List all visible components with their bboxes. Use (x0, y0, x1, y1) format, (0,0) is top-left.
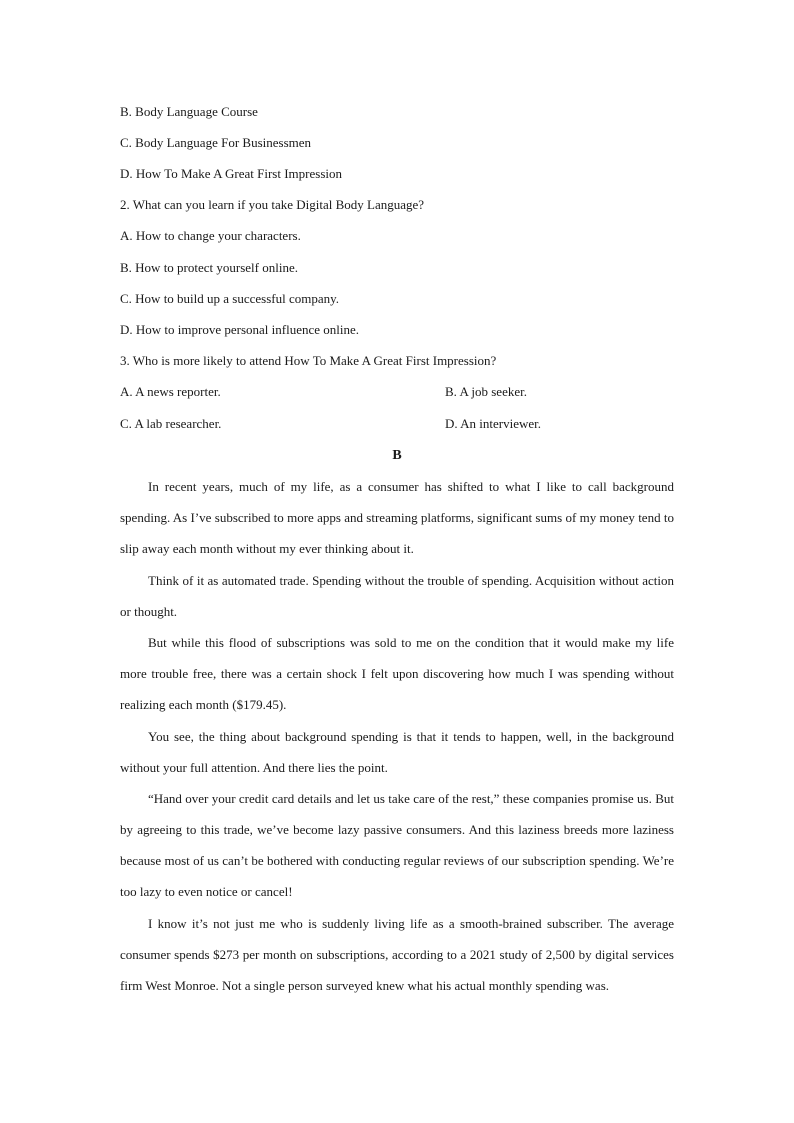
q3-option-d: D. An interviewer. (445, 416, 542, 431)
q3-option-b: B. A job seeker. (445, 384, 527, 399)
paragraph-6: I know it’s not just me who is suddenly living life as a smooth-brained subscriber. The average consumer spends $273 per month on subscriptions, according to a 2021 study of 2,500 by digital services firm West Monroe. Not a single person surveyed knew what his actual monthly spending was. (120, 916, 674, 993)
q1-option-d: D. How To Make A Great First Impression (120, 166, 342, 181)
q3-stem: 3. Who is more likely to attend How To Make A Great First Impression? (120, 353, 497, 368)
paragraph-3: But while this flood of subscriptions was sold to me on the condition that it would make my life more trouble free, there was a certain shock I felt upon discovering how much I was spending without realizing each month ($179.45). (120, 635, 674, 712)
q1-option-c: C. Body Language For Businessmen (120, 135, 312, 150)
paragraph-5: “Hand over your credit card details and let us take care of the rest,” these companies promise us. But by agreeing to this trade, we’ve become lazy passive consumers. And this laziness breeds more laziness because most of us can’t be bothered with conducting regular reviews of our subscription spending. We’re too lazy to even notice or cancel! (120, 791, 674, 899)
q2-option-c: C. How to build up a successful company. (120, 291, 340, 306)
q2-stem: 2. What can you learn if you take Digital Body Language? (120, 197, 425, 212)
q3-option-c: C. A lab researcher. (120, 416, 222, 431)
paragraph-4: You see, the thing about background spending is that it tends to happen, well, in the background without your full attention. And there lies the point. (120, 729, 674, 775)
q2-option-d: D. How to improve personal influence online. (120, 322, 359, 337)
q1-option-b: B. Body Language Course (120, 104, 258, 119)
paragraph-2: Think of it as automated trade. Spending without the trouble of spending. Acquisition without action or thought. (120, 573, 674, 619)
q2-option-a: A. How to change your characters. (120, 228, 301, 243)
q3-option-a: A. A news reporter. (120, 384, 221, 399)
q2-option-b: B. How to protect yourself online. (120, 260, 298, 275)
paragraph-1: In recent years, much of my life, as a consumer has shifted to what I like to call background spending. As I’ve subscribed to more apps and streaming platforms, significant sums of my money tend to slip away each month without my ever thinking about it. (120, 479, 674, 556)
section-heading: B (392, 448, 402, 463)
